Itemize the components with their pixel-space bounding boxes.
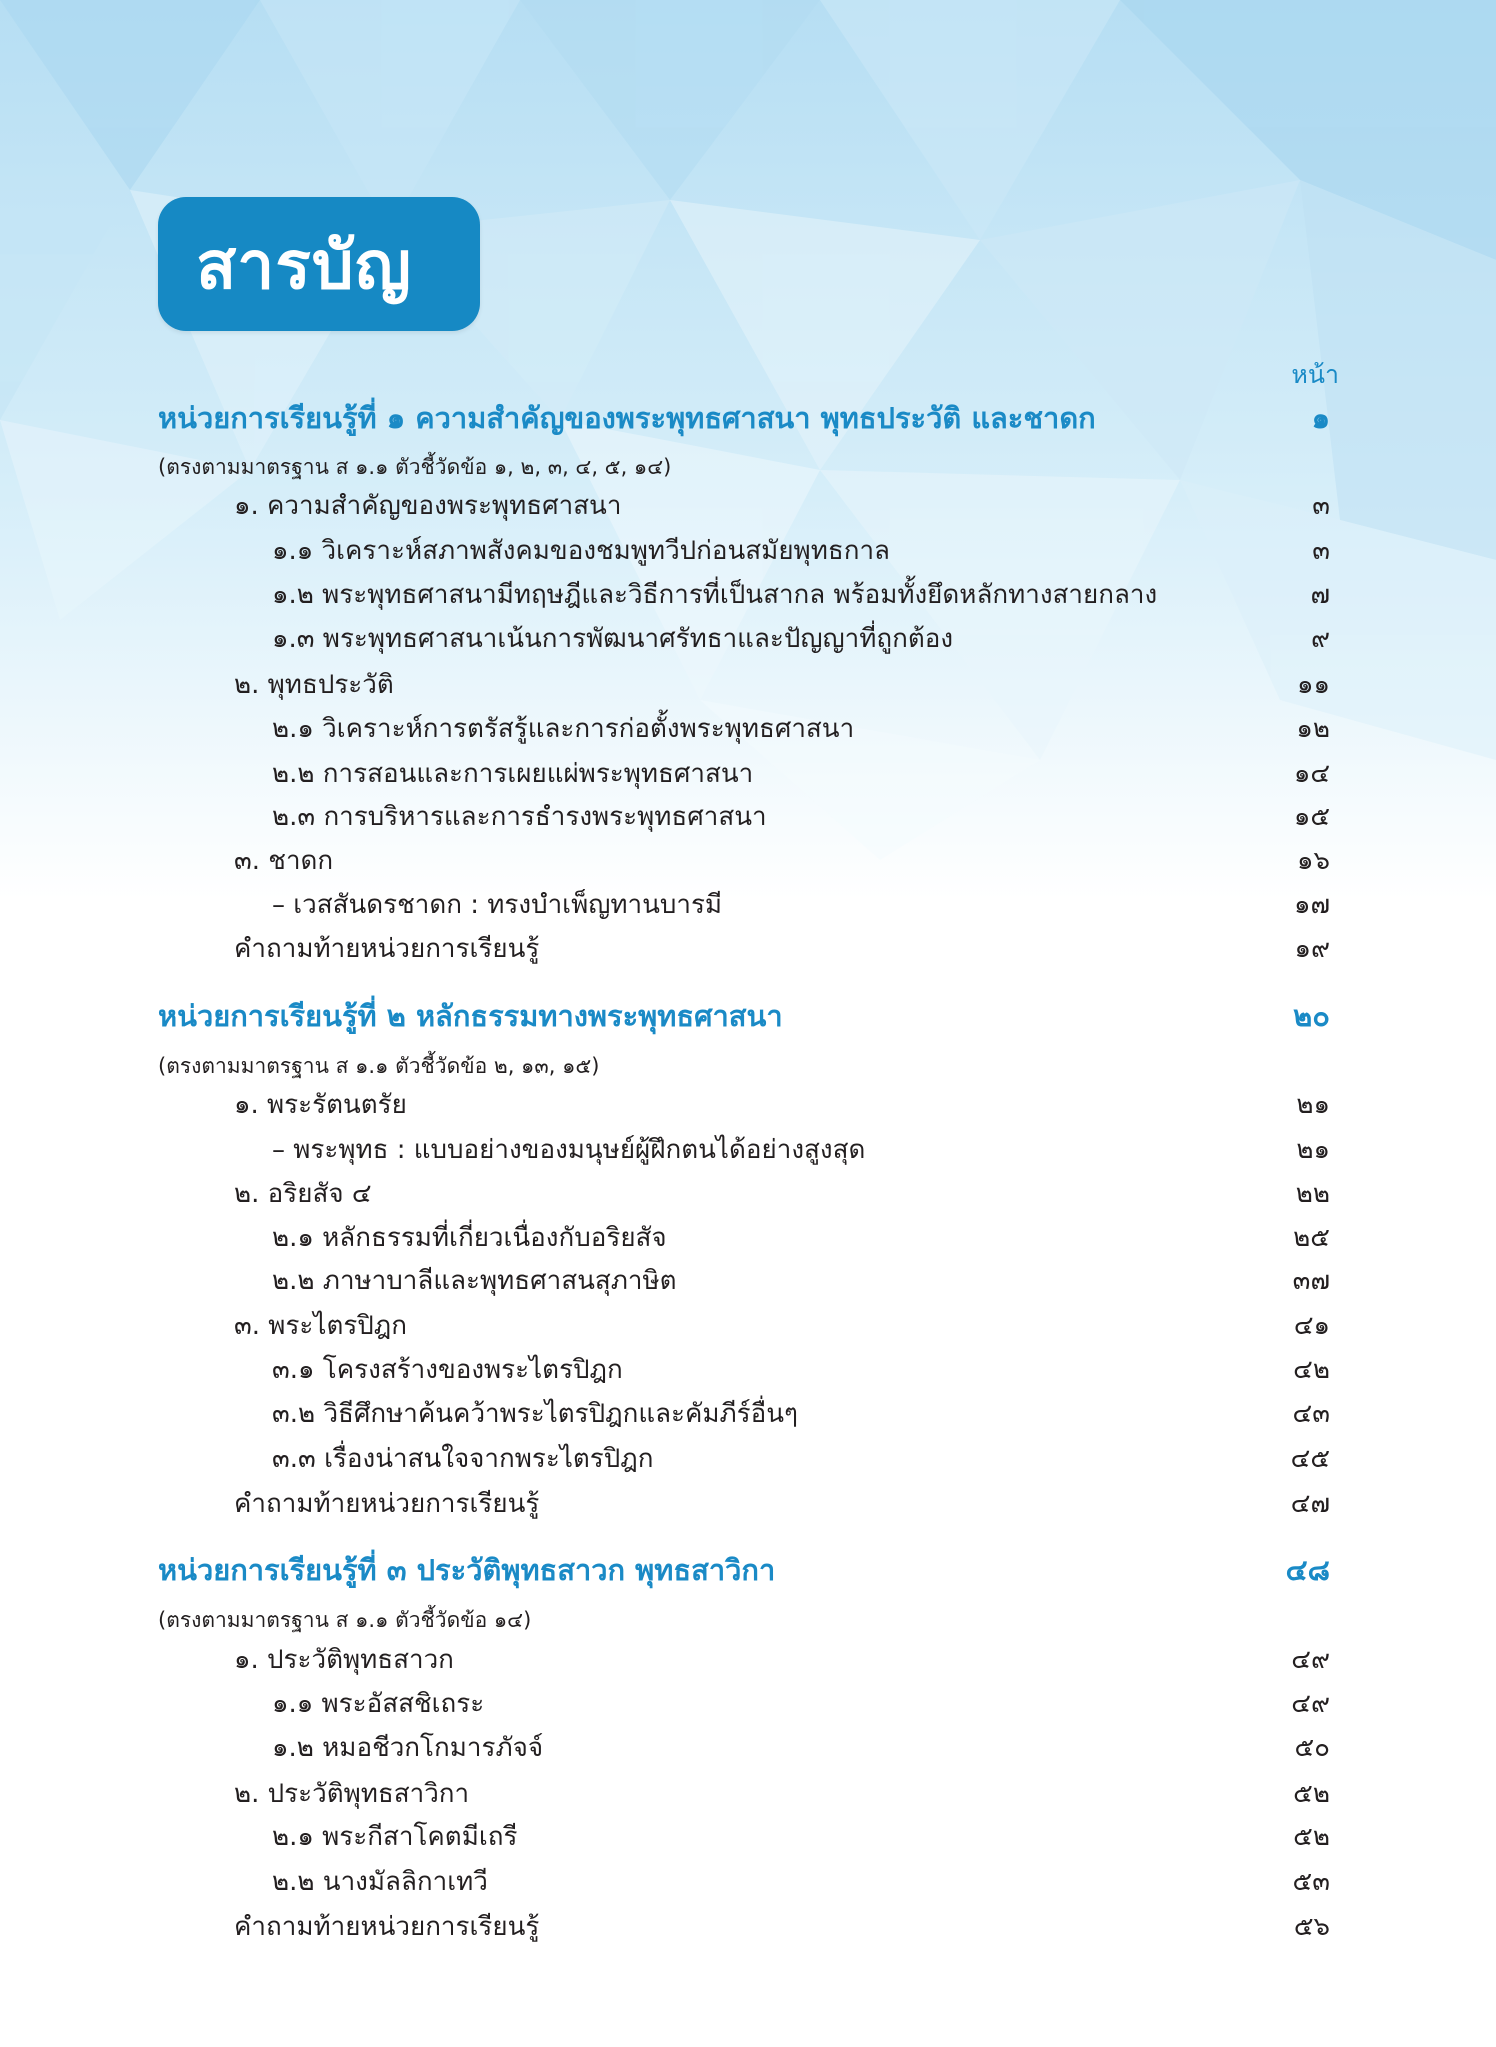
toc-entry [0, 709, 1496, 749]
page-number: ๔๕ [1290, 1444, 1330, 1474]
page-number: ๓๗ [1292, 1266, 1330, 1296]
toc-entry [0, 1394, 1496, 1434]
entry-title: (ตรงตามมาตรฐาน ส ๑.๑ ตัวชี้วัดข้อ ๒, ๑๓, ๑๕) [158, 1054, 600, 1078]
entry-title: ๑.๒ พระพุทธศาสนามีทฤษฎีและวิธีการที่เป็นสากล พร้อมทั้งยึดหลักทางสายกลาง [272, 580, 1158, 610]
toc-entry [0, 531, 1496, 571]
page-number: ๒๑ [1296, 1090, 1330, 1120]
toc-entry [0, 1085, 1496, 1125]
toc-entry [0, 1130, 1496, 1170]
page-number: ๔๒ [1293, 1355, 1330, 1385]
page-number: ๑๕ [1293, 802, 1330, 832]
unit-heading [0, 996, 1496, 1036]
toc-entry [0, 841, 1496, 881]
unit-questions-entry [0, 929, 1496, 969]
entry-title: ๒.๒ นางมัลลิกาเทวี [272, 1867, 488, 1897]
entry-title: ๒.๑ หลักธรรมที่เกี่ยวเนื่องกับอริยสัจ [272, 1223, 667, 1253]
toc-entry [0, 885, 1496, 925]
page-number: ๔๗ [1290, 1489, 1330, 1519]
toc-entry [0, 486, 1496, 526]
toc-entry [0, 754, 1496, 794]
entry-title: ๓. ชาดก [234, 846, 334, 876]
toc-entry [0, 797, 1496, 837]
unit-heading [0, 1550, 1496, 1590]
toc-entry [0, 1774, 1496, 1814]
toc-entry [0, 1306, 1496, 1346]
page-number: ๕๐ [1294, 1733, 1330, 1763]
page-number: ๕๒ [1293, 1779, 1330, 1809]
entry-title: – พระพุทธ : แบบอย่างของมนุษย์ผู้ฝึกตนได้อย่างสูงสุด [272, 1135, 866, 1165]
unit-questions-entry [0, 1484, 1496, 1524]
entry-title: ๑.๑ วิเคราะห์สภาพสังคมของชมพูทวีปก่อนสมัยพุทธกาล [272, 536, 890, 566]
page-number: ๑ [1311, 401, 1330, 435]
entry-title: ๒.๑ วิเคราะห์การตรัสรู้และการก่อตั้งพระพุทธศาสนา [272, 714, 855, 744]
entry-title: (ตรงตามมาตรฐาน ส ๑.๑ ตัวชี้วัดข้อ ๑, ๒, ๓, ๔, ๕, ๑๔) [158, 455, 672, 479]
page-number: ๒๑ [1296, 1135, 1330, 1165]
entry-title: ๒. พุทธประวัติ [234, 670, 394, 700]
entry-title: ๓.๓ เรื่องน่าสนใจจากพระไตรปิฎก [272, 1444, 654, 1474]
entry-title: คำถามท้ายหน่วยการเรียนรู้ [234, 934, 540, 964]
page-number: ๑๔ [1293, 759, 1330, 789]
entry-title: หน่วยการเรียนรู้ที่ ๑ ความสำคัญของพระพุทธศาสนา พุทธประวัติ และชาดก [158, 401, 1096, 435]
page-number: ๑๒ [1296, 714, 1330, 744]
page-number: ๕๓ [1292, 1867, 1330, 1897]
entry-title: ๒.๓ การบริหารและการธำรงพระพุทธศาสนา [272, 802, 767, 832]
entry-title: ๓.๒ วิธีศึกษาค้นคว้าพระไตรปิฎกและคัมภีร์อื่นๆ [272, 1399, 798, 1429]
page-number: ๔๘ [1285, 1553, 1330, 1587]
toc-entry [0, 1350, 1496, 1390]
toc-entry [0, 1439, 1496, 1479]
toc-entry [0, 1261, 1496, 1301]
entry-title: ๑.๒ หมอชีวกโกมารภัจจ์ [272, 1733, 544, 1763]
standard-note [0, 1600, 1496, 1640]
page-number: ๓ [1312, 536, 1330, 566]
entry-title: ๑. ความสำคัญของพระพุทธศาสนา [234, 491, 622, 521]
page-number: ๕๖ [1293, 1912, 1330, 1942]
unit-questions-entry [0, 1907, 1496, 1947]
entry-title: หน่วยการเรียนรู้ที่ ๓ ประวัติพุทธสาวก พุทธสาวิกา [158, 1553, 776, 1587]
page-number: ๔๙ [1291, 1645, 1330, 1675]
entry-title: คำถามท้ายหน่วยการเรียนรู้ [234, 1912, 540, 1942]
entry-title: (ตรงตามมาตรฐาน ส ๑.๑ ตัวชี้วัดข้อ ๑๔) [158, 1608, 532, 1632]
entry-title: ๒. ประวัติพุทธสาวิกา [234, 1779, 470, 1809]
standard-note [0, 1046, 1496, 1086]
toc-entry [0, 1817, 1496, 1857]
entry-title: ๑.๑ พระอัสสชิเถระ [272, 1689, 485, 1719]
page-title: สารบัญ [196, 226, 412, 304]
page-number: ๓ [1312, 491, 1330, 521]
entry-title: ๓.๑ โครงสร้างของพระไตรปิฎก [272, 1355, 623, 1385]
entry-title: ๑. ประวัติพุทธสาวก [234, 1645, 454, 1675]
toc-entry [0, 1640, 1496, 1680]
page-number: ๑๙ [1294, 934, 1330, 964]
toc-entry [0, 1174, 1496, 1214]
page-number: ๒๒ [1295, 1179, 1330, 1209]
page-number: ๔๓ [1292, 1399, 1330, 1429]
entry-title: – เวสสันดรชาดก : ทรงบำเพ็ญทานบารมี [272, 890, 723, 920]
standard-note [0, 447, 1496, 487]
toc-entry [0, 665, 1496, 705]
entry-title: ๑. พระรัตนตรัย [234, 1090, 407, 1120]
unit-heading [0, 398, 1496, 438]
entry-title: ๒.๑ พระกีสาโคตมีเถรี [272, 1822, 518, 1852]
entry-title: ๒. อริยสัจ ๔ [234, 1179, 372, 1209]
toc-entry [0, 575, 1496, 615]
page-number: ๗ [1310, 580, 1330, 610]
toc-entry [0, 1684, 1496, 1724]
entry-title: ๑.๓ พระพุทธศาสนาเน้นการพัฒนาศรัทธาและปัญญาที่ถูกต้อง [272, 624, 954, 654]
entry-title: คำถามท้ายหน่วยการเรียนรู้ [234, 1489, 540, 1519]
page-number: ๒๐ [1293, 999, 1330, 1033]
page-number: ๑๗ [1293, 890, 1330, 920]
page-number: ๔๑ [1293, 1311, 1330, 1341]
page-number: ๔๙ [1291, 1689, 1330, 1719]
page-number: ๙ [1310, 624, 1330, 654]
page-number: ๑๑ [1296, 670, 1330, 700]
page-column-header: หน้า [1291, 360, 1339, 389]
page-number: ๕๒ [1293, 1822, 1330, 1852]
entry-title: หน่วยการเรียนรู้ที่ ๒ หลักธรรมทางพระพุทธศาสนา [158, 999, 783, 1033]
toc-entry [0, 1862, 1496, 1902]
entry-title: ๓. พระไตรปิฎก [234, 1311, 407, 1341]
page-number: ๑๖ [1296, 846, 1330, 876]
toc-entry [0, 1728, 1496, 1768]
toc-entry [0, 619, 1496, 659]
page-number: ๒๕ [1293, 1223, 1330, 1253]
entry-title: ๒.๒ การสอนและการเผยแผ่พระพุทธศาสนา [272, 759, 754, 789]
entry-title: ๒.๒ ภาษาบาลีและพุทธศาสนสุภาษิต [272, 1266, 677, 1296]
toc-entry [0, 1218, 1496, 1258]
